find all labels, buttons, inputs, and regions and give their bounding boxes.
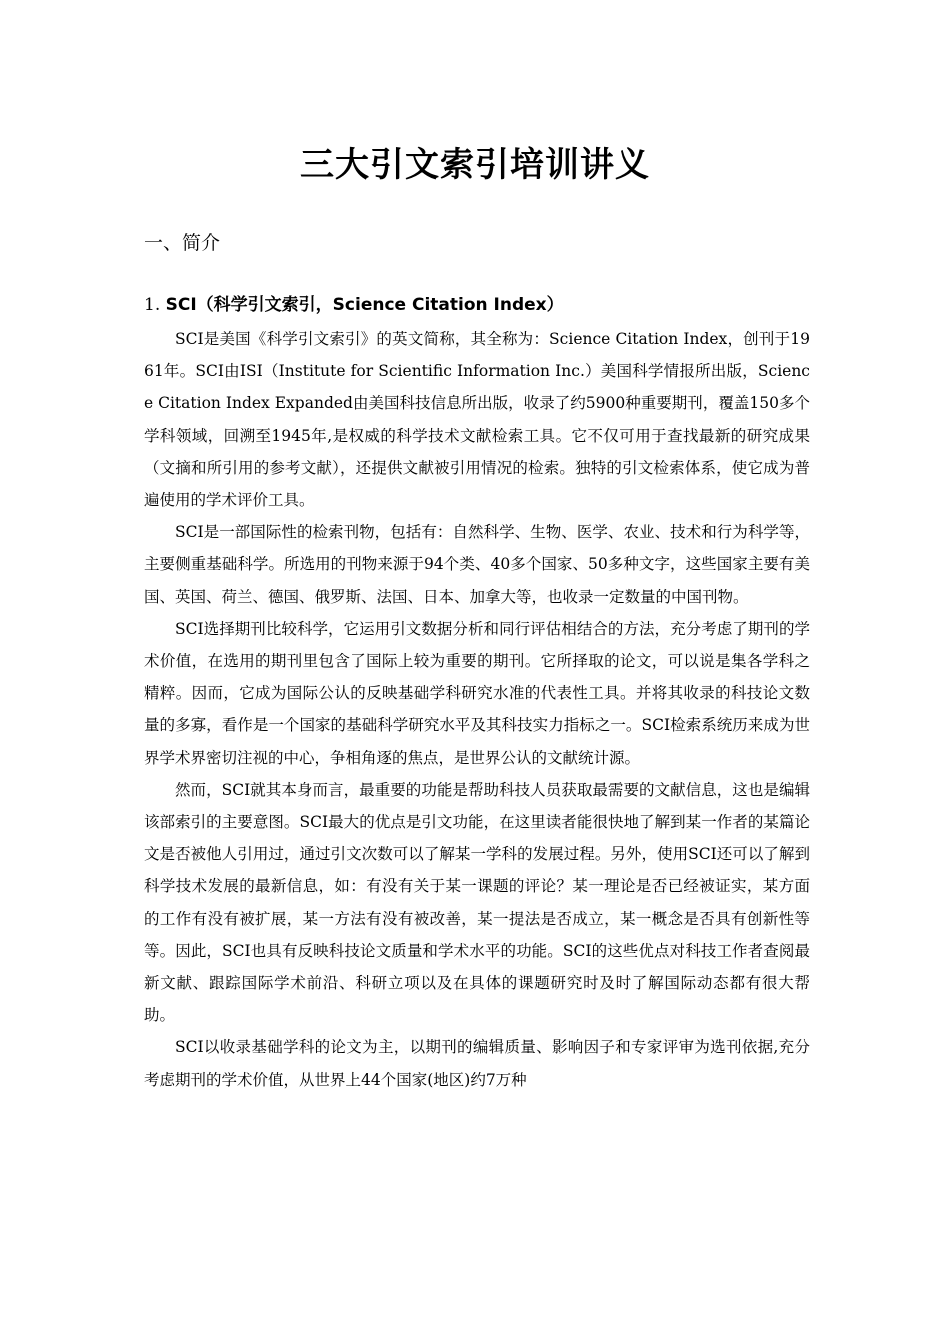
paragraph: 然而，SCI就其本身而言，最重要的功能是帮助科技人员获取最需要的文献信息，这也是编辑该部索引的主要意图。SCI最大的优点是引文功能，在这里读者能很快地了解到某一作者的某篇论文是否被他人引用过，通过引文次数可以了解某一学科的发展过程。另外，使用SCI还可以了解到科学技术发展的最新信息，如：有没有关于某一课题的评论？某一理论是否已经被证实，某方面的工作有没有被扩展，某一方法有没有被改善，某一提法是否成立，某一概念是否具有创新性等等。因此，SCI也具有反映科技论文质量和学术水平的功能。SCI的这些优点对科技工作者查阅最新文献、跟踪国际学术前沿、科研立项以及在具体的课题研究时及时了解国际动态都有很大帮助。 bbox=[144, 780, 810, 1025]
subsection-heading bbox=[144, 290, 564, 320]
subsection-number: 1. bbox=[144, 295, 166, 315]
section-heading: 一、简介 bbox=[144, 232, 221, 254]
paragraph: SCI以收录基础学科的论文为主，以期刊的编辑质量、影响因子和专家评审为选刊依据,充分考虑期刊的学术价值，从世界上44个国家(地区)约7万种 bbox=[144, 1038, 810, 1089]
paragraph: SCI是美国《科学引文索引》的英文简称，其全称为：Science Citation Index，创刊于1961年。SCI由ISI（Institute for Scientific Information Inc.）美国科学情报所出版，Science Citation Index Expanded由美国科技信息所出版，收录了约5900种重要期刊，覆盖150多个学科领域，回溯至1945年,是权威的科学技术文献检索工具。它不仅可用于查找最新的研究成果（文摘和所引用的参考文献），还提供文献被引用情况的检索。独特的引文检索体系，使它成为普遍使用的学术评价工具。 bbox=[144, 330, 810, 510]
subsection-label: SCI（科学引文索引，Science Citation Index） bbox=[165, 295, 564, 315]
paragraph: SCI选择期刊比较科学，它运用引文数据分析和同行评估相结合的方法，充分考虑了期刊的学术价值，在选用的期刊里包含了国际上较为重要的期刊。它所择取的论文，可以说是集各学科之精粹。因而，它成为国际公认的反映基础学科研究水准的代表性工具。并将其收录的科技论文数量的多寡，看作是一个国家的基础科学研究水平及其科技实力指标之一。SCI检索系统历来成为世界学术界密切注视的中心，争相角逐的焦点，是世界公认的文献统计源。 bbox=[144, 619, 810, 767]
paragraph: SCI是一部国际性的检索刊物，包括有：自然科学、生物、医学、农业、技术和行为科学等，主要侧重基础科学。所选用的刊物来源于94个类、40多个国家、50多种文字，这些国家主要有美国、英国、荷兰、德国、俄罗斯、法国、日本、加拿大等，也收录一定数量的中国刊物。 bbox=[144, 523, 810, 606]
document-title: 三大引文索引培训讲义 bbox=[300, 145, 650, 185]
body-text bbox=[144, 323, 810, 1096]
